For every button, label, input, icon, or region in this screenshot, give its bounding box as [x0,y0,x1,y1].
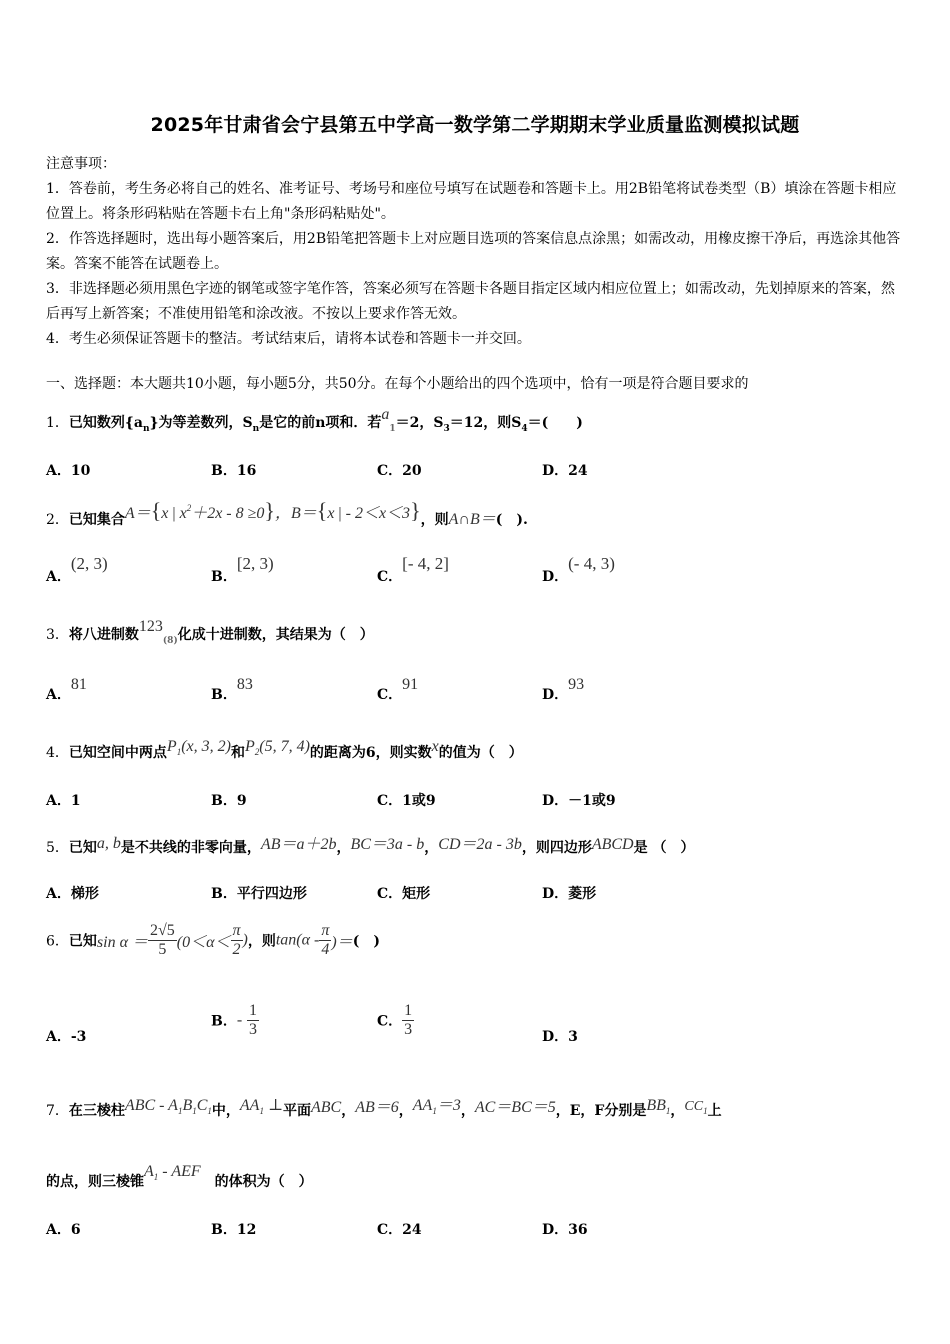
question-7-continued [46,1163,313,1192]
question-text: 已知数列{a [68,415,143,431]
option-a[interactable]: A．1 [46,793,81,809]
math-expression: $AA_1$ ⊥ [239,1097,283,1116]
option-d[interactable]: D．3 [542,1029,578,1045]
question-number: 1． [46,415,69,431]
math-expression: x [431,738,439,755]
question-text: 已知 [68,840,97,856]
question-number: 2． [46,512,69,528]
prism-name: ABC - $A_1B_1C_1$ [124,1097,212,1116]
question-text: 在三棱柱 [68,1103,125,1119]
question-text: ＝12，则S [449,415,522,431]
math-expression: BC＝3a - b [350,836,425,853]
option-d[interactable]: D．(- 4, 3) [542,554,615,585]
question-text: 和 [230,745,245,761]
math-expression: AB＝a＋2b [260,836,337,853]
question-text: 将八进制数 [68,627,139,643]
option-b[interactable]: B．9 [211,793,247,809]
question-text: ， [670,1103,685,1119]
pyramid-name: $A_1$ - AEF [144,1163,201,1182]
question-number: 6． [46,933,69,950]
question-text: 上 [707,1103,722,1119]
question-7 [46,1097,722,1121]
fraction: $\frac{1}{3}$ [249,1002,258,1038]
subscript: n [143,424,150,434]
option-d[interactable]: D．24 [542,463,588,479]
math-expression: a, b [96,835,121,852]
option-a[interactable]: A．6 [46,1222,81,1238]
option-c[interactable]: C．91 [377,676,419,703]
question-5 [46,834,694,857]
question-text: ，则 [247,933,276,950]
subscript: (8) [162,636,178,646]
question-1 [46,406,583,434]
question-text: 中， [211,1103,240,1119]
option-b[interactable]: B．16 [211,463,257,479]
math-expression: CD＝2a - 3b [438,836,522,853]
option-a[interactable]: A．梯形 [46,886,99,902]
question-2 [46,498,528,530]
notice-heading: 注意事项： [46,156,116,172]
question-text: }为等差数列，S [149,415,253,431]
fraction: $\frac{\pi}{2}$ [232,922,241,958]
question-text: 平面 [283,1103,311,1119]
option-d[interactable]: D．93 [542,676,585,703]
question-text: ＝( ) [527,415,583,431]
option-b[interactable]: B．[2, 3) [211,554,274,585]
math-expression: ABC [311,1099,342,1116]
question-text: ，则四边形 [521,840,592,856]
question-text: 的值为（ ） [438,745,523,761]
question-text: 已知 [68,933,97,950]
math-expression: $AA_1=3$ [412,1097,461,1116]
fraction: $\frac{1}{3}$ [404,1002,413,1038]
option-d[interactable]: D．－1或9 [542,793,616,809]
option-c[interactable]: C． $\frac{1}{3}$ [377,1002,413,1038]
question-text: 已知集合 [68,512,125,528]
option-a[interactable]: A．10 [46,463,91,479]
option-c[interactable]: C．1或9 [377,793,436,809]
option-a[interactable]: A．-3 [46,1029,87,1045]
question-text: 是它的前n项和．若 [259,415,382,431]
subscript: n [252,424,260,434]
question-number: 5． [46,840,69,856]
question-3 [46,618,374,646]
question-text: ( ). [495,512,528,528]
question-text: ( ) [352,933,380,950]
option-b[interactable]: B．平行四边形 [211,886,307,902]
fraction: $\frac{\pi}{4}$ [321,922,330,958]
option-a[interactable]: A．81 [46,676,87,703]
question-text: ， [424,840,439,856]
notice-block [46,152,906,352]
option-c[interactable]: C．24 [377,1222,422,1238]
subscript: 1 [389,424,396,434]
fraction: $\frac{2√5}{5}$ [150,922,175,958]
option-d[interactable]: D．36 [542,1222,588,1238]
math-expression: 123 [138,618,163,635]
math-expression: AC＝BC＝5 [474,1099,556,1116]
notice-item: 2．作答选择题时，选出每小题答案后，用2B铅笔把答题卡上对应题目选项的答案信息点涂黑；如需改动，用橡皮擦干净后，再选涂其他答案。答案不能答在试题卷上。 [46,231,901,272]
option-b[interactable]: B．- $\frac{1}{3}$ [211,1002,258,1038]
notice-item: 4．考生必须保证答题卡的整洁。考试结束后，请将本试卷和答题卡一并交回。 [46,331,531,347]
math-expression: tan(α - [275,931,320,949]
option-c[interactable]: C．20 [377,463,422,479]
notice-item: 1．答卷前，考生务必将自己的姓名、准考证号、考场号和座位号填写在试题卷和答题卡上。用2B铅笔将试卷类型（B）填涂在答题卡相应位置上。将条形码粘贴在答题卡右上角"条形码粘贴处"。 [46,181,897,222]
point-p2: $P_2(5$, 7, 4) [244,738,310,757]
question-text: ， [341,1103,356,1119]
question-text: ，E，F分别是 [555,1103,647,1119]
question-number: 3． [46,627,69,643]
option-b[interactable]: B．12 [211,1222,257,1238]
option-c[interactable]: C．矩形 [377,886,431,902]
question-text: 是不共线的非零向量， [120,840,261,856]
question-text: 的距离为6，则实数 [309,745,432,761]
math-expression: $CC_1$ [684,1099,708,1116]
question-text: ，则 [420,512,449,528]
question-text: ＝2，S [395,415,444,431]
math-expression: sin α ＝ [96,934,148,951]
section-heading: 一、选择题：本大题共10小题，每小题5分，共50分。在每个小题给出的四个选项中，恰有一项是符合题目要求的 [46,376,749,392]
question-6 [46,922,380,959]
question-text: 化成十进制数，其结果为（ ） [177,627,374,643]
math-expression: )＝ [331,934,353,951]
option-a[interactable]: A．(2, 3) [46,554,108,585]
page-title: 2025年甘肃省会宁县第五中学高一数学第二学期期末学业质量监测模拟试题 [150,114,800,136]
set-a-expression: A＝{x | $x^2+2x - 8 \ge 0$}，B＝{x | - 2＜x＜3} [124,498,421,523]
math-expression: ABCD [591,836,634,853]
math-expression: (0＜α＜ [176,934,231,951]
notice-item: 3．非选择题必须用黑色字迹的钢笔或签字笔作答，答案必须写在答题卡各题目指定区域内相应位置上；如需改动，先划掉原来的答案，然后再写上新答案；不准使用铅笔和涂改液。不按以上要求作答无效。 [46,281,895,322]
question-number: 4． [46,745,69,761]
question-text: 的点，则三棱锥 [46,1174,144,1190]
math-expression: ) [242,931,248,949]
question-4 [46,738,523,763]
question-text: 已知空间中两点 [68,745,167,761]
question-text: ， [460,1103,475,1119]
question-text: ， [398,1103,413,1119]
math-expression: AB＝6 [355,1099,399,1116]
math-expression: A∩B＝ [448,511,496,528]
subscript: 4 [521,424,528,434]
option-d[interactable]: D．菱形 [542,886,597,902]
question-text: ， [336,840,351,856]
question-number: 7． [46,1103,69,1119]
option-c[interactable]: C．[- 4, 2] [377,554,449,585]
math-expression: a [381,406,390,423]
option-b[interactable]: B．83 [211,676,253,703]
question-text: 的体积为（ ） [214,1174,313,1190]
math-expression: $BB_1$ [646,1097,671,1116]
question-text: 是 （ ） [633,840,695,856]
subscript: 3 [443,424,450,434]
point-p1: $P_1(x$, 3, 2) [166,738,231,757]
